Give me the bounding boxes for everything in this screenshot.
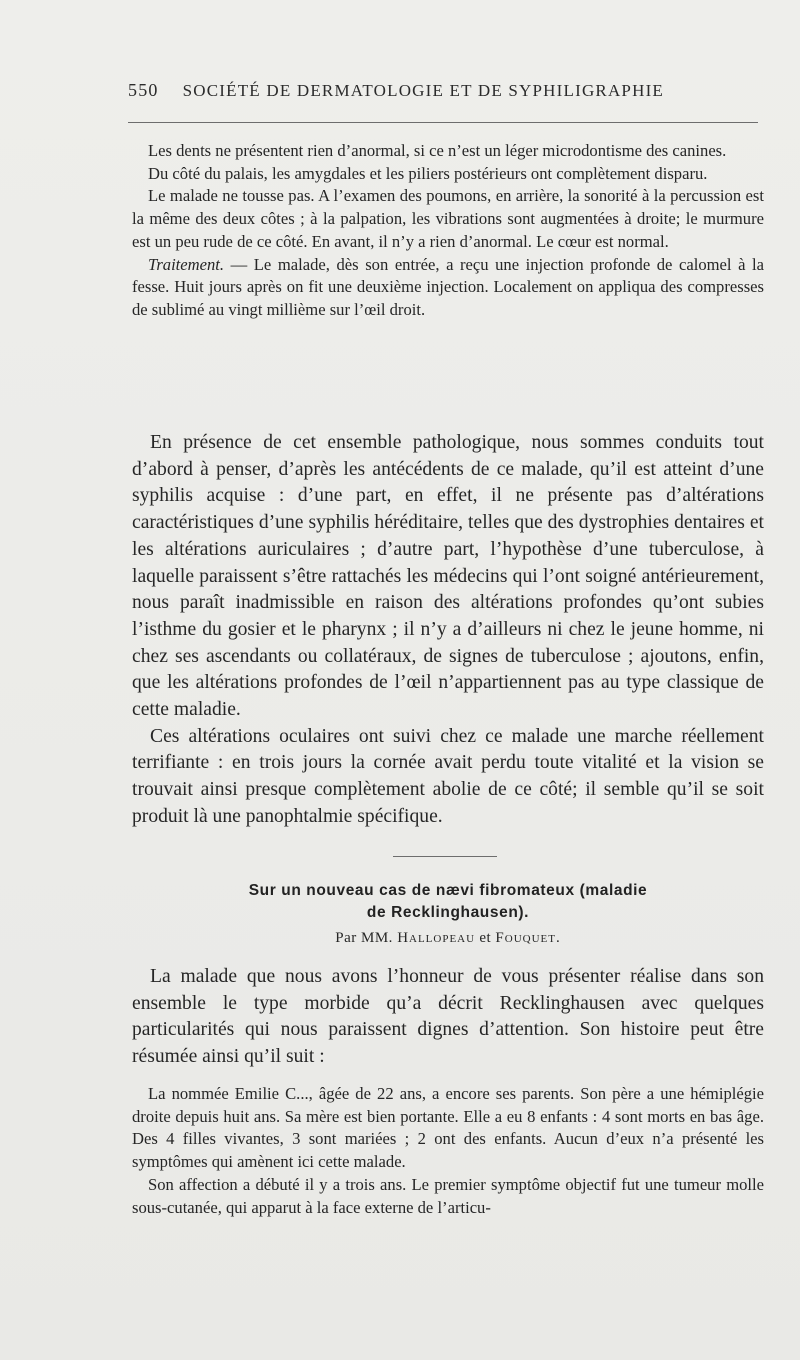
authors-prefix: Par MM. [335,930,393,946]
discussion [132,430,764,831]
case-history [132,1083,764,1219]
article-title [132,880,764,924]
paragraph-family-history: La nommée Emilie C..., âgée de 22 ans, a encore ses parents. Son père a une hémiplégie droite depuis huit ans. Sa mère est bien portante. Elle a eu 8 enfants : 4 sont morts en bas âge. Des 4 filles vivantes, 3 sont mariées ; 2 ont des enfants. Aucun d’eux n’a présenté les symptômes qui amènent ici cette malade. [132,1084,764,1172]
running-title: SOCIÉTÉ DE DERMATOLOGIE ET DE SYPHILIGRAPHIE [182,81,665,100]
author-fouquet: Fouquet. [495,930,561,946]
clinical-notes [132,140,764,322]
paragraph-onset: Son affection a débuté il y a trois ans. Le premier symptôme objectif fut une tumeur molle sous-cutanée, qui apparut à la face externe de l’articu- [132,1174,764,1217]
paragraph-pathology: En présence de cet ensemble pathologique, nous sommes conduits tout d’abord à penser, d’après les antécédents de ce malade, qu’il est atteint d’une syphilis acquise : d’une part, en effet, il ne présente pas d’altérations caractéristiques d’une syphilis héréditaire, telles que des dystrophies dentaires et les altérations auriculaires ; d’autre part, l’hypothèse d’une tuberculose, à laquelle paraissent s’être rattachés les médecins qui l’ont soigné antérieurement, nous paraît inadmissible en raison des altérations profondes qu’ont subies l’isthme du gosier et le pharynx ; il n’y a d’ailleurs ni chez le jeune homme, ni chez ses ascendants ou collatéraux, de signes de tuberculose ; ajoutons, enfin, que les altérations profondes de l’œil n’appartiennent pas au type classique de cette maladie. [132,432,764,721]
paragraph-palate: Du côté du palais, les amygdales et les piliers postérieurs ont complètement disparu. [148,163,708,183]
paragraph-introduction: La malade que nous avons l’honneur de vous présenter réalise dans son ensemble le type morbide qu’a décrit Recklinghausen avec quelques particularités qui nous paraissent dignes d’attention. Son histoire peut être résumée ainsi qu’il suit : [132,966,764,1068]
paragraph-treatment [132,254,764,322]
header-rule [128,122,758,123]
paragraph-teeth: Les dents ne présentent rien d’anormal, si ce n’est un léger microdontisme des canines. [148,141,727,160]
authors-and: et [479,930,492,946]
article-title-line-2: de Recklinghausen). [366,904,530,921]
treatment-label: Traitement. [148,254,225,274]
paragraph-ocular: Ces altérations oculaires ont suivi chez ce malade une marche réellement terrifiante : en trois jours la cornée avait perdu toute vitalité et la vision se trouvait ainsi presque complètement abolie de ce côté; il semble qu’il se soit produit là une panophtalmie spécifique. [132,725,764,827]
introduction [132,964,764,1071]
section-separator [393,856,497,857]
paragraph-lungs: Le malade ne tousse pas. A l’examen des poumons, en arrière, la sonorité à la percussion est la même des deux côtes ; à la palpation, les vibrations sont augmentées à droite; le murmure est un peu rude de ce côté. En avant, il n’y a rien d’anormal. Le cœur est normal. [132,186,764,251]
article-authors [132,930,764,947]
author-hallopeau: Hallopeau [397,930,476,946]
running-header [128,80,768,101]
treatment-text: — Le malade, dès son entrée, a reçu une injection profonde de calomel à la fesse. Huit jours après on fit une deuxième injection. Localement on appliqua des compresses de sublimé au vingt millième sur l’œil droit. [132,254,764,319]
page-number: 550 [128,80,159,100]
article-title-line-1: Sur un nouveau cas de nævi fibromateux (maladie [248,882,648,899]
